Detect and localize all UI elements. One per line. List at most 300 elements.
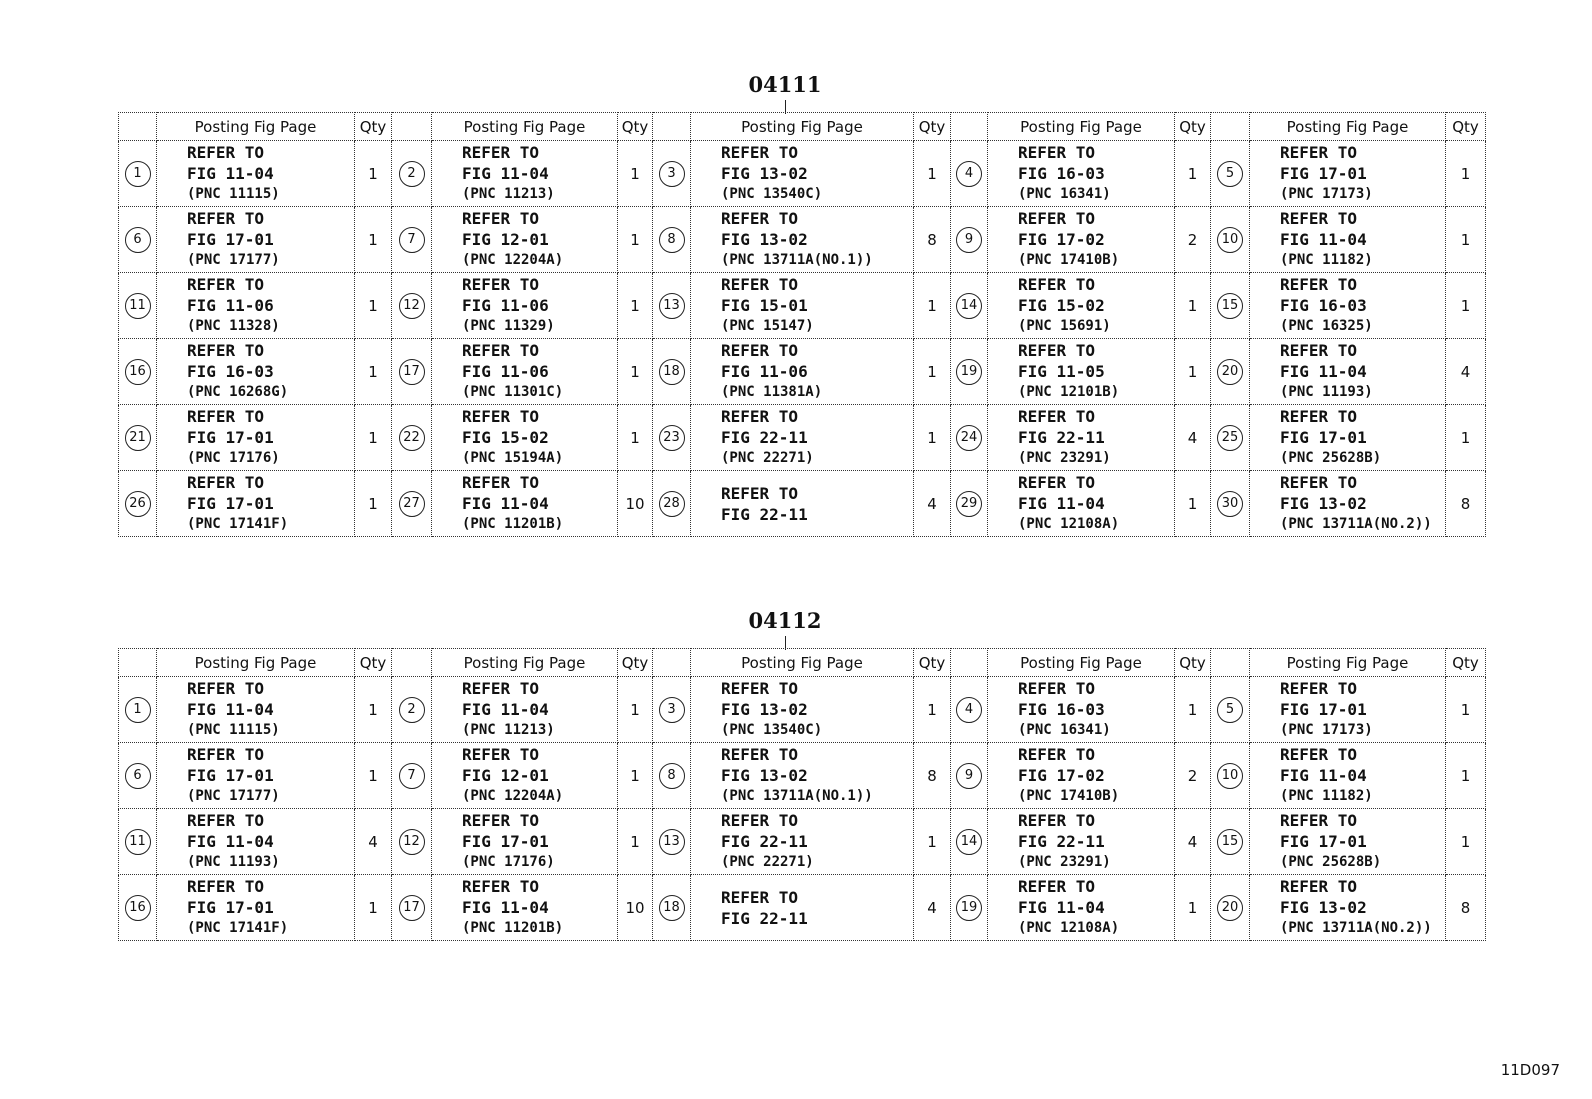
item-number-badge: 5 (1217, 161, 1243, 187)
item-number-badge: 25 (1217, 425, 1243, 451)
parts-reference-table (118, 112, 1486, 537)
posting-reference-cell (432, 809, 618, 875)
posting-reference-cell (691, 809, 914, 875)
header-posting-fig-page: Posting Fig Page (691, 649, 914, 677)
posting-reference-cell (157, 743, 355, 809)
item-number-badge: 9 (956, 763, 982, 789)
qty-cell: 1 (618, 339, 653, 405)
refer-to-text: REFER TO (462, 473, 540, 492)
qty-cell: 1 (914, 339, 951, 405)
item-number-badge: 12 (399, 293, 425, 319)
item-number-badge: 5 (1217, 697, 1243, 723)
fig-page-text: FIG 16-03 (187, 362, 274, 381)
fig-page-text: FIG 13-02 (721, 700, 808, 719)
qty-cell: 1 (914, 677, 951, 743)
item-number-badge: 15 (1217, 829, 1243, 855)
item-number-cell (653, 339, 691, 405)
refer-to-text: REFER TO (462, 811, 540, 830)
item-number-badge: 12 (399, 829, 425, 855)
fig-page-text: FIG 15-02 (1018, 296, 1105, 315)
refer-to-text: REFER TO (1018, 209, 1096, 228)
header-posting-fig-page: Posting Fig Page (1250, 113, 1446, 141)
qty-cell: 1 (618, 743, 653, 809)
refer-to-text: REFER TO (1018, 407, 1096, 426)
posting-reference-cell (988, 273, 1175, 339)
header-posting-fig-page: Posting Fig Page (691, 113, 914, 141)
pnc-text: (PNC 11182) (1280, 252, 1373, 268)
refer-to-text: REFER TO (721, 407, 799, 426)
refer-to-text: REFER TO (721, 341, 799, 360)
posting-reference-cell (988, 875, 1175, 941)
qty-cell: 4 (1446, 339, 1486, 405)
parts-table-body (119, 113, 1486, 537)
posting-reference-cell (1250, 743, 1446, 809)
refer-to-text: REFER TO (721, 887, 799, 907)
refer-to-text: REFER TO (1018, 877, 1096, 896)
qty-cell: 4 (914, 471, 951, 537)
parts-table-body (119, 649, 1486, 941)
posting-reference-cell (1250, 677, 1446, 743)
item-number-badge: 9 (956, 227, 982, 253)
qty-cell: 2 (1175, 743, 1211, 809)
pnc-text: (PNC 11201B) (462, 516, 564, 532)
posting-reference-cell (157, 809, 355, 875)
posting-reference-cell (1250, 875, 1446, 941)
refer-to-text: REFER TO (1280, 877, 1358, 896)
item-number-badge: 11 (125, 293, 151, 319)
posting-reference-cell (1250, 405, 1446, 471)
fig-page-text: FIG 13-02 (721, 766, 808, 785)
posting-reference-cell (157, 405, 355, 471)
header-posting-fig-page: Posting Fig Page (157, 649, 355, 677)
item-number-cell (951, 809, 988, 875)
refer-to-text: REFER TO (1280, 473, 1358, 492)
qty-cell: 1 (1446, 743, 1486, 809)
header-posting-fig-page: Posting Fig Page (157, 113, 355, 141)
header-qty: Qty (1446, 649, 1486, 677)
item-number-cell (392, 809, 432, 875)
fig-page-text: FIG 17-02 (1018, 230, 1105, 249)
item-number-cell (392, 207, 432, 273)
fig-page-text: FIG 17-01 (187, 230, 274, 249)
item-number-cell (392, 339, 432, 405)
item-number-cell (119, 273, 157, 339)
item-number-badge: 11 (125, 829, 151, 855)
pnc-text: (PNC 13711A(NO.1)) (721, 788, 873, 804)
posting-reference-cell (691, 273, 914, 339)
refer-to-text: REFER TO (1280, 679, 1358, 698)
item-number-badge: 16 (125, 359, 151, 385)
pnc-text: (PNC 17141F) (187, 920, 289, 936)
qty-cell: 1 (1446, 207, 1486, 273)
refer-to-text: REFER TO (187, 341, 265, 360)
item-number-badge: 27 (399, 491, 425, 517)
pnc-text: (PNC 16341) (1018, 186, 1111, 202)
item-number-cell (951, 743, 988, 809)
qty-cell: 1 (355, 875, 392, 941)
fig-page-text: FIG 11-04 (462, 898, 549, 917)
item-number-cell (653, 405, 691, 471)
qty-cell: 1 (618, 273, 653, 339)
header-index-cell (392, 113, 432, 141)
item-number-badge: 18 (659, 895, 685, 921)
item-number-cell (119, 207, 157, 273)
qty-cell: 1 (1175, 471, 1211, 537)
item-number-badge: 18 (659, 359, 685, 385)
pnc-text: (PNC 17173) (1280, 722, 1373, 738)
item-number-badge: 17 (399, 895, 425, 921)
fig-page-text: FIG 17-01 (187, 898, 274, 917)
pnc-text: (PNC 17176) (187, 450, 280, 466)
header-qty: Qty (1175, 649, 1211, 677)
kit-number-title: 04112 (748, 608, 822, 633)
parts-reference-table (118, 648, 1486, 941)
fig-page-text: FIG 11-04 (1280, 766, 1367, 785)
item-number-cell (119, 743, 157, 809)
item-number-cell (1211, 141, 1250, 207)
posting-reference-cell (432, 141, 618, 207)
header-index-cell (1211, 113, 1250, 141)
posting-reference-cell (691, 875, 914, 941)
item-number-cell (1211, 743, 1250, 809)
fig-page-text: FIG 11-06 (187, 296, 274, 315)
qty-cell: 1 (1446, 677, 1486, 743)
fig-page-text: FIG 17-01 (187, 428, 274, 447)
qty-cell: 8 (914, 207, 951, 273)
item-number-badge: 16 (125, 895, 151, 921)
refer-to-text: REFER TO (1018, 811, 1096, 830)
fig-page-text: FIG 13-02 (1280, 898, 1367, 917)
refer-to-text: REFER TO (462, 275, 540, 294)
header-index-cell (653, 113, 691, 141)
item-number-badge: 10 (1217, 227, 1243, 253)
pnc-text: (PNC 13711A(NO.2)) (1280, 920, 1432, 936)
pnc-text: (PNC 12204A) (462, 788, 564, 804)
posting-reference-cell (432, 471, 618, 537)
item-number-cell (1211, 677, 1250, 743)
item-number-badge: 22 (399, 425, 425, 451)
header-posting-fig-page: Posting Fig Page (988, 649, 1175, 677)
pnc-text: (PNC 17176) (462, 854, 555, 870)
item-number-badge: 6 (125, 763, 151, 789)
fig-page-text: FIG 22-11 (1018, 428, 1105, 447)
refer-to-text: REFER TO (1018, 745, 1096, 764)
pnc-text: (PNC 16341) (1018, 722, 1111, 738)
item-number-badge: 14 (956, 829, 982, 855)
posting-reference-cell (988, 207, 1175, 273)
fig-page-text: FIG 22-11 (721, 832, 808, 851)
refer-to-text: REFER TO (721, 483, 799, 503)
posting-reference-cell (157, 471, 355, 537)
qty-cell: 1 (1446, 141, 1486, 207)
pnc-text: (PNC 11115) (187, 722, 280, 738)
qty-cell: 8 (914, 743, 951, 809)
qty-cell: 4 (355, 809, 392, 875)
posting-reference-cell (157, 207, 355, 273)
item-number-badge: 20 (1217, 359, 1243, 385)
posting-reference-cell (1250, 809, 1446, 875)
fig-page-text: FIG 16-03 (1018, 164, 1105, 183)
item-number-cell (119, 677, 157, 743)
pnc-text: (PNC 17141F) (187, 516, 289, 532)
pnc-text: (PNC 13711A(NO.1)) (721, 252, 873, 268)
fig-page-text: FIG 11-06 (721, 362, 808, 381)
fig-page-text: FIG 11-05 (1018, 362, 1105, 381)
refer-to-text: REFER TO (1018, 341, 1096, 360)
qty-cell: 4 (1175, 809, 1211, 875)
pnc-text: (PNC 15691) (1018, 318, 1111, 334)
posting-reference-cell (432, 677, 618, 743)
posting-reference-cell (691, 141, 914, 207)
pnc-text: (PNC 11381A) (721, 384, 823, 400)
pnc-text: (PNC 13540C) (721, 186, 823, 202)
posting-reference-cell (691, 743, 914, 809)
refer-to-text: REFER TO (721, 209, 799, 228)
item-number-badge: 7 (399, 763, 425, 789)
item-number-cell (951, 471, 988, 537)
qty-cell: 1 (1175, 339, 1211, 405)
item-number-cell (119, 875, 157, 941)
header-qty: Qty (618, 649, 653, 677)
posting-reference-cell (691, 339, 914, 405)
item-number-cell (653, 677, 691, 743)
pnc-text: (PNC 13711A(NO.2)) (1280, 516, 1432, 532)
fig-page-text: FIG 22-11 (1018, 832, 1105, 851)
qty-cell: 1 (355, 141, 392, 207)
refer-to-text: REFER TO (1018, 275, 1096, 294)
header-qty: Qty (914, 113, 951, 141)
item-number-cell (653, 809, 691, 875)
item-number-badge: 24 (956, 425, 982, 451)
qty-cell: 1 (914, 405, 951, 471)
qty-cell: 1 (355, 743, 392, 809)
fig-page-text: FIG 11-04 (1018, 494, 1105, 513)
header-qty: Qty (355, 113, 392, 141)
item-number-badge: 8 (659, 763, 685, 789)
fig-page-text: FIG 17-01 (1280, 164, 1367, 183)
fig-page-text: FIG 16-03 (1018, 700, 1105, 719)
fig-page-text: FIG 15-02 (462, 428, 549, 447)
item-number-badge: 26 (125, 491, 151, 517)
header-posting-fig-page: Posting Fig Page (432, 649, 618, 677)
fig-page-text: FIG 11-04 (187, 700, 274, 719)
refer-to-text: REFER TO (1280, 275, 1358, 294)
item-number-cell (1211, 875, 1250, 941)
posting-reference-cell (988, 809, 1175, 875)
pnc-text: (PNC 25628B) (1280, 450, 1382, 466)
posting-reference-cell (1250, 273, 1446, 339)
item-number-badge: 2 (399, 697, 425, 723)
posting-reference-cell (157, 141, 355, 207)
refer-to-text: REFER TO (187, 473, 265, 492)
fig-page-text: FIG 22-11 (721, 428, 808, 447)
qty-cell: 8 (1446, 471, 1486, 537)
refer-to-text: REFER TO (187, 143, 265, 162)
refer-to-text: REFER TO (187, 745, 265, 764)
item-number-badge: 19 (956, 359, 982, 385)
posting-reference-cell (157, 339, 355, 405)
item-number-cell (392, 875, 432, 941)
table-row (119, 207, 1486, 273)
header-qty: Qty (355, 649, 392, 677)
qty-cell: 1 (1175, 677, 1211, 743)
fig-page-text: FIG 11-06 (462, 296, 549, 315)
qty-cell: 1 (355, 405, 392, 471)
fig-page-text: FIG 15-01 (721, 296, 808, 315)
pnc-text: (PNC 11115) (187, 186, 280, 202)
item-number-badge: 3 (659, 697, 685, 723)
item-number-cell (951, 273, 988, 339)
posting-reference-cell (432, 743, 618, 809)
header-index-cell (951, 113, 988, 141)
item-number-cell (653, 743, 691, 809)
item-number-badge: 14 (956, 293, 982, 319)
posting-reference-cell (157, 273, 355, 339)
item-number-cell (119, 471, 157, 537)
pnc-text: (PNC 17177) (187, 788, 280, 804)
header-index-cell (119, 649, 157, 677)
qty-cell: 1 (1446, 273, 1486, 339)
refer-to-text: REFER TO (721, 811, 799, 830)
item-number-cell (119, 339, 157, 405)
qty-cell: 1 (618, 405, 653, 471)
posting-reference-cell (988, 339, 1175, 405)
fig-page-text: FIG 13-02 (1280, 494, 1367, 513)
item-number-badge: 2 (399, 161, 425, 187)
item-number-cell (1211, 273, 1250, 339)
pnc-text: (PNC 12204A) (462, 252, 564, 268)
qty-cell: 1 (1446, 809, 1486, 875)
refer-to-text: REFER TO (462, 341, 540, 360)
table-row (119, 471, 1486, 537)
pnc-text: (PNC 22271) (721, 450, 814, 466)
header-qty: Qty (1175, 113, 1211, 141)
header-index-cell (119, 113, 157, 141)
pnc-text: (PNC 17410B) (1018, 788, 1120, 804)
table-row (119, 743, 1486, 809)
refer-to-text: REFER TO (721, 679, 799, 698)
pnc-text: (PNC 12108A) (1018, 516, 1120, 532)
qty-cell: 1 (355, 207, 392, 273)
refer-to-text: REFER TO (187, 877, 265, 896)
qty-cell: 1 (618, 677, 653, 743)
refer-to-text: REFER TO (721, 275, 799, 294)
fig-page-text: FIG 11-04 (187, 832, 274, 851)
pnc-text: (PNC 11193) (187, 854, 280, 870)
pnc-text: (PNC 11201B) (462, 920, 564, 936)
pnc-text: (PNC 15194A) (462, 450, 564, 466)
fig-page-text: FIG 17-01 (1280, 428, 1367, 447)
table-header-row (119, 649, 1486, 677)
fig-page-text: FIG 17-02 (1018, 766, 1105, 785)
item-number-cell (653, 141, 691, 207)
fig-page-text: FIG 17-01 (187, 766, 274, 785)
table-row (119, 875, 1486, 941)
header-qty: Qty (1446, 113, 1486, 141)
posting-reference-cell (691, 405, 914, 471)
fig-page-text: FIG 11-04 (187, 164, 274, 183)
item-number-badge: 13 (659, 293, 685, 319)
item-number-badge: 3 (659, 161, 685, 187)
posting-reference-cell (1250, 471, 1446, 537)
fig-page-text: FIG 22-11 (721, 504, 808, 524)
item-number-cell (653, 273, 691, 339)
posting-reference-cell (691, 677, 914, 743)
item-number-badge: 4 (956, 161, 982, 187)
posting-reference-cell (988, 677, 1175, 743)
pnc-text: (PNC 23291) (1018, 450, 1111, 466)
pnc-text: (PNC 11182) (1280, 788, 1373, 804)
pnc-text: (PNC 17410B) (1018, 252, 1120, 268)
item-number-cell (951, 339, 988, 405)
posting-reference-cell (432, 339, 618, 405)
qty-cell: 1 (1175, 273, 1211, 339)
refer-to-text: REFER TO (187, 275, 265, 294)
item-number-cell (653, 875, 691, 941)
item-number-badge: 30 (1217, 491, 1243, 517)
item-number-badge: 1 (125, 697, 151, 723)
posting-reference-cell (691, 471, 914, 537)
item-number-cell (392, 471, 432, 537)
fig-page-text: FIG 11-04 (462, 494, 549, 513)
header-index-cell (951, 649, 988, 677)
posting-reference-cell (1250, 141, 1446, 207)
fig-page-text: FIG 11-04 (1280, 230, 1367, 249)
qty-cell: 1 (355, 471, 392, 537)
header-posting-fig-page: Posting Fig Page (988, 113, 1175, 141)
item-number-badge: 28 (659, 491, 685, 517)
item-number-cell (119, 141, 157, 207)
header-posting-fig-page: Posting Fig Page (1250, 649, 1446, 677)
pnc-text: (PNC 17177) (187, 252, 280, 268)
item-number-badge: 17 (399, 359, 425, 385)
refer-to-text: REFER TO (1280, 407, 1358, 426)
qty-cell: 1 (618, 809, 653, 875)
fig-page-text: FIG 16-03 (1280, 296, 1367, 315)
item-number-cell (653, 207, 691, 273)
pnc-text: (PNC 13540C) (721, 722, 823, 738)
posting-reference-cell (432, 207, 618, 273)
fig-page-text: FIG 22-11 (721, 908, 808, 928)
qty-cell: 1 (355, 339, 392, 405)
item-number-cell (119, 405, 157, 471)
refer-to-text: REFER TO (721, 143, 799, 162)
qty-cell: 1 (914, 141, 951, 207)
header-index-cell (653, 649, 691, 677)
item-number-cell (1211, 471, 1250, 537)
qty-cell: 2 (1175, 207, 1211, 273)
qty-cell: 1 (355, 677, 392, 743)
refer-to-text: REFER TO (1018, 473, 1096, 492)
pnc-text: (PNC 11328) (187, 318, 280, 334)
posting-reference-cell (432, 273, 618, 339)
item-number-badge: 8 (659, 227, 685, 253)
item-number-badge: 19 (956, 895, 982, 921)
posting-reference-cell (432, 875, 618, 941)
qty-cell: 1 (1446, 405, 1486, 471)
qty-cell: 1 (1175, 141, 1211, 207)
item-number-cell (392, 405, 432, 471)
refer-to-text: REFER TO (187, 811, 265, 830)
refer-to-text: REFER TO (721, 745, 799, 764)
kit-number-title: 04111 (748, 72, 822, 97)
refer-to-text: REFER TO (1280, 745, 1358, 764)
pnc-text: (PNC 11213) (462, 186, 555, 202)
posting-reference-cell (988, 141, 1175, 207)
item-number-badge: 4 (956, 697, 982, 723)
item-number-cell (1211, 339, 1250, 405)
table-row (119, 141, 1486, 207)
